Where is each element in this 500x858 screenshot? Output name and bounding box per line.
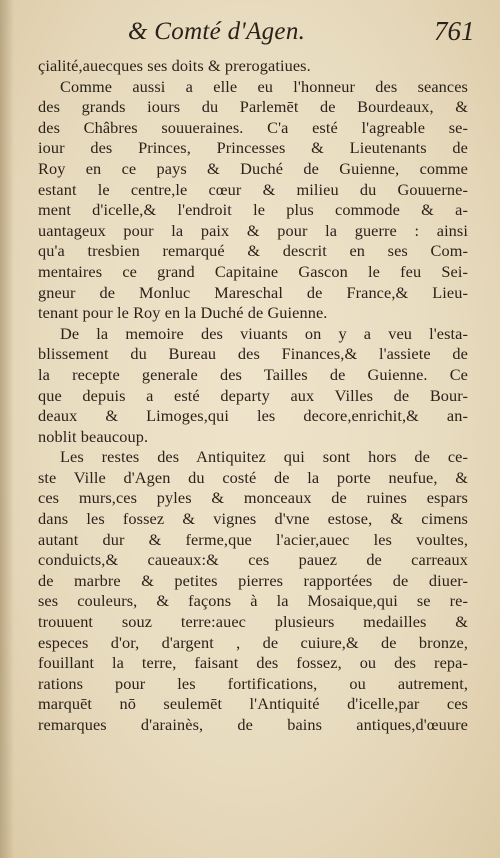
text-line: fouillant la terre, faisant des fossez, ou des repa- — [38, 653, 468, 673]
text-line: la recepte generale des Tailles de Guienne. Ce — [38, 364, 468, 384]
page-header — [0, 14, 500, 50]
text-line: conduicts,& caueaux:& ces pauez de carreaux — [38, 550, 468, 570]
text-line: estant le centre,le cœur & milieu du Gouuerne- — [38, 179, 468, 199]
text-line: ses couleurs, & façons à la Mosaique,qui se re- — [38, 591, 468, 611]
text-line: deaux & Limoges,qui les decore,enrichit,& an- — [38, 406, 468, 426]
text-line: trouuent souz terre:auec plusieurs medailles & — [38, 612, 468, 632]
text-line: especes d'or, d'argent , de cuiure,& de bronze, — [38, 632, 468, 652]
text-line: des Châbres souueraines. C'a esté l'agreable se- — [38, 117, 468, 137]
text-line: noblit beaucoup. — [38, 426, 149, 446]
text-line: ment d'icelle,& l'endroit le plus commode & a- — [38, 200, 468, 220]
text-line: ces murs,ces pyles & monceaux de ruines espars — [38, 488, 468, 508]
text-line: iour des Princes, Princesses & Lieutenants de — [38, 138, 468, 158]
text-line: gneur de Monluc Mareschal de France,& Lieu- — [38, 282, 468, 302]
text-line: marquēt nō seulemēt l'Antiquité d'icelle,par ces — [38, 694, 468, 714]
text-line: ste Ville d'Agen du costé de la porte neufue, & — [38, 467, 468, 487]
text-line: dans les fossez & vignes d'vne estose, & cimens — [38, 509, 468, 529]
text-line: Les restes des Antiquitez qui sont hors de ce- — [60, 447, 468, 467]
text-line: Roy en ce pays & Duché de Guienne, comme — [38, 158, 468, 178]
text-line: rations pour les fortifications, ou autrement, — [38, 673, 468, 693]
text-line: que depuis a esté departy aux Villes de Bour- — [38, 385, 468, 405]
body-text — [38, 56, 468, 736]
page-number: 761 — [434, 16, 475, 46]
text-line: De la memoire des viuants on y a veu l'esta- — [60, 323, 468, 343]
text-line: uantageux pour la paix & pour la guerre : ainsi — [38, 220, 468, 240]
text-line: mentaires ce grand Capitaine Gascon le feu Sei- — [38, 261, 468, 281]
text-line: autant dur & ferme,que l'acier,auec les voultes, — [38, 529, 468, 549]
text-line: remarques d'arainès, de bains antiques,d'œuure — [38, 715, 468, 734]
text-line: de marbre & petites pierres rapportées de diuer- — [38, 570, 468, 590]
running-title: & Comté d'Agen. — [128, 18, 306, 45]
text-line: blissement du Bureau des Finances,& l'assiete de — [38, 344, 468, 364]
text-line: Comme aussi a elle eu l'honneur des seances — [60, 76, 468, 96]
text-line: tenant pour le Roy en la Duché de Guienne. — [38, 303, 328, 323]
text-line: çialité,auecques ses doits & prerogatiues. — [38, 56, 311, 75]
text-line: des grands iours du Parlemēt de Bourdeaux, & — [38, 97, 468, 117]
text-line: qu'a tresbien remarqué & descrit en ses Com- — [38, 241, 468, 261]
